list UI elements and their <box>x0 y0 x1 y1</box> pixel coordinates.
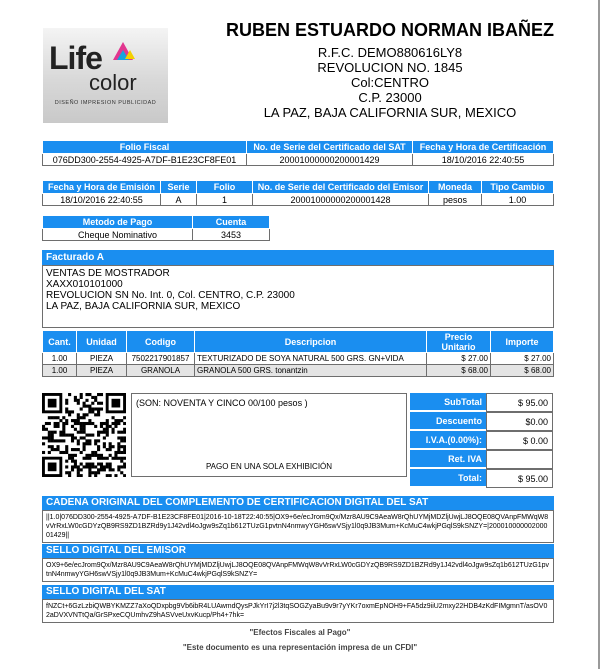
total-value: $ 95.00 <box>486 469 553 488</box>
header-unidad: Unidad <box>77 331 127 353</box>
client-address: REVOLUCION SN No. Int. 0, Col. CENTRO, C.P. 23000 <box>46 290 295 301</box>
sello-sat-body: fNZCt+6GzLzbiQWBYKMZZ7aXoQDxpbg9Vb6ibR4LUAwmdQysPJkYrI7j2l3tqSOGZyaBu9v9r7yYKr7oxmEpNOH9+FA5dz9iiU2mxy22HDB4zKdFIMgmnT/asOV02aDVXVNTtQa/GrSPxeCQUmhvZ9hASVveUxvKucp/Ph4+7hk= <box>42 599 554 623</box>
ret-iva-value <box>486 450 553 469</box>
items-table <box>42 330 554 377</box>
facturado-header: Facturado A <box>42 250 554 265</box>
descuento-value: $0.00 <box>486 412 553 431</box>
logo-triangle-icon <box>125 50 135 59</box>
cadena-body: ||1.0|076DD300-2554-4925-A7DF-B1E23CF8FE01|2016-10-18T22:40:55|OX9+6e/ecJrom9Qx/Mzr8AU9C9AeaW8rQhUYMjMDZljUwjLJ8OQE08QVAnpFMWqW8vVrRxLW0cGDYzQB9RS9ZD1BZRd9y1J42vdl4oJgw9sZq1b612TUzG1pvtnN4nmwyYGH6swVSjy1l0q9JB3Mum+KcMuC4wkjPGqlS9kSNZY=|20001000000200001429|| <box>42 510 554 543</box>
cuenta-value: 3453 <box>193 229 270 241</box>
qr-code <box>42 393 126 477</box>
item-codigo: 7502217901857 <box>127 353 195 365</box>
header-fecha-cert: Fecha y Hora de Certificación <box>413 141 554 154</box>
table-row <box>43 353 554 365</box>
total-row <box>410 412 553 431</box>
cert-emisor-value: 20001000000200001428 <box>253 194 429 206</box>
item-cant: 1.00 <box>43 353 77 365</box>
subtotal-value: $ 95.00 <box>486 393 553 412</box>
amount-in-words: (SON: NOVENTA Y CINCO 00/100 pesos ) <box>136 398 308 408</box>
item-importe: $ 27.00 <box>491 353 554 365</box>
serie-value: A <box>161 194 197 206</box>
total-label: Total: <box>410 469 486 488</box>
item-unidad: PIEZA <box>77 365 127 377</box>
folio-fiscal-value: 076DD300-2554-4925-A7DF-B1E23CF8FE01 <box>43 154 247 166</box>
metodo-pago-value: Cheque Nominativo <box>43 229 193 241</box>
facturado-body <box>42 265 554 328</box>
header-descripcion: Descripcion <box>195 331 427 353</box>
item-precio: $ 68.00 <box>427 365 491 377</box>
header-codigo: Codigo <box>127 331 195 353</box>
iva-label: I.V.A.(0.00%): <box>410 431 486 450</box>
issuer-street: REVOLUCION NO. 1845 <box>317 60 463 75</box>
subtotal-label: SubTotal <box>410 393 486 412</box>
footer-efectos: "Efectos Fiscales al Pago" <box>249 628 351 637</box>
header-cant: Cant. <box>43 331 77 353</box>
logo-life-text: Life <box>49 40 102 76</box>
item-cant: 1.00 <box>43 365 77 377</box>
descuento-label: Descuento <box>410 412 486 431</box>
company-logo <box>43 28 168 123</box>
header-folio-fiscal: Folio Fiscal <box>43 141 247 154</box>
fecha-emision-value: 18/10/2016 22:40:55 <box>43 194 161 206</box>
header-moneda: Moneda <box>429 181 482 194</box>
issuer-cp: C.P. 23000 <box>358 90 422 105</box>
client-rfc: XAXX010101000 <box>46 279 123 290</box>
folio-value: 1 <box>197 194 253 206</box>
item-importe: $ 68.00 <box>491 365 554 377</box>
total-row <box>410 393 553 412</box>
cadena-header: CADENA ORIGINAL DEL COMPLEMENTO DE CERTIFICACION DIGITAL DEL SAT <box>42 496 554 510</box>
total-row <box>410 431 553 450</box>
sello-emisor-body: OX9+6e/ecJrom9Qx/Mzr8AU9C9AeaW8rQhUYMjMDZljUwjLJ8OQE08QVAnpFMWqW8vVrRxLW0cGDYzQB9RS9ZD1BZRd9y1J42vdl4oJgw9sZq1b612TUzG1pvtnN4nmwyYGH6swVSjy1l0q9JB3Mum+KcMuC4wkjPGqlS9kSNZY= <box>42 558 554 582</box>
item-unidad: PIEZA <box>77 353 127 365</box>
issuer-block <box>180 20 600 120</box>
serie-sat-value: 20001000000200001429 <box>247 154 413 166</box>
table-row <box>43 365 554 377</box>
header-tipo-cambio: Tipo Cambio <box>482 181 554 194</box>
header-importe: Importe <box>491 331 554 353</box>
footer-cfdi: "Este documento es una representación impresa de un CFDI" <box>182 643 418 652</box>
item-descripcion: GRANOLA 500 GRS. tonantzin <box>195 365 427 377</box>
client-city: LA PAZ, BAJA CALIFORNIA SUR, MEXICO <box>46 301 241 312</box>
totals-block <box>410 393 553 488</box>
issuer-colonia: Col:CENTRO <box>350 75 429 90</box>
header-serie-sat: No. de Serie del Certificado del SAT <box>247 141 413 154</box>
sello-emisor-header: SELLO DIGITAL DEL EMISOR <box>42 544 554 558</box>
emision-table <box>42 180 554 206</box>
iva-value: $ 0.00 <box>486 431 553 450</box>
pago-table <box>42 215 270 241</box>
total-row <box>410 469 553 488</box>
item-codigo: GRANOLA <box>127 365 195 377</box>
tipo-cambio-value: 1.00 <box>482 194 554 206</box>
header-cuenta: Cuenta <box>193 216 270 229</box>
moneda-value: pesos <box>429 194 482 206</box>
logo-tagline: DISEÑO IMPRESION PUBLICIDAD <box>54 100 157 106</box>
issuer-city: LA PAZ, BAJA CALIFORNIA SUR, MEXICO <box>263 105 517 120</box>
issuer-name: RUBEN ESTUARDO NORMAN IBAÑEZ <box>226 20 554 40</box>
item-precio: $ 27.00 <box>427 353 491 365</box>
header-metodo-pago: Metodo de Pago <box>43 216 193 229</box>
amount-words-box <box>131 393 407 477</box>
item-descripcion: TEXTURIZADO DE SOYA NATURAL 500 GRS. GN+VIDA <box>195 353 427 365</box>
qr-code-graphic <box>42 393 126 477</box>
header-folio: Folio <box>197 181 253 194</box>
sello-sat-header: SELLO DIGITAL DEL SAT <box>42 585 554 599</box>
header-fecha-emision: Fecha y Hora de Emisión <box>43 181 161 194</box>
ret-iva-label: Ret. IVA <box>410 450 486 469</box>
fecha-cert-value: 18/10/2016 22:40:55 <box>413 154 554 166</box>
header-serie: Serie <box>161 181 197 194</box>
issuer-rfc: R.F.C. DEMO880616LY8 <box>317 45 463 60</box>
header-cert-emisor: No. de Serie del Certificado del Emisor <box>253 181 429 194</box>
client-name: VENTAS DE MOSTRADOR <box>46 268 170 279</box>
total-row <box>410 450 553 469</box>
fiscal-table <box>42 140 554 166</box>
logo-color-text: color <box>89 70 137 95</box>
header-precio: Precio Unitario <box>427 331 491 353</box>
payment-form: PAGO EN UNA SOLA EXHIBICIÓN <box>205 462 333 471</box>
